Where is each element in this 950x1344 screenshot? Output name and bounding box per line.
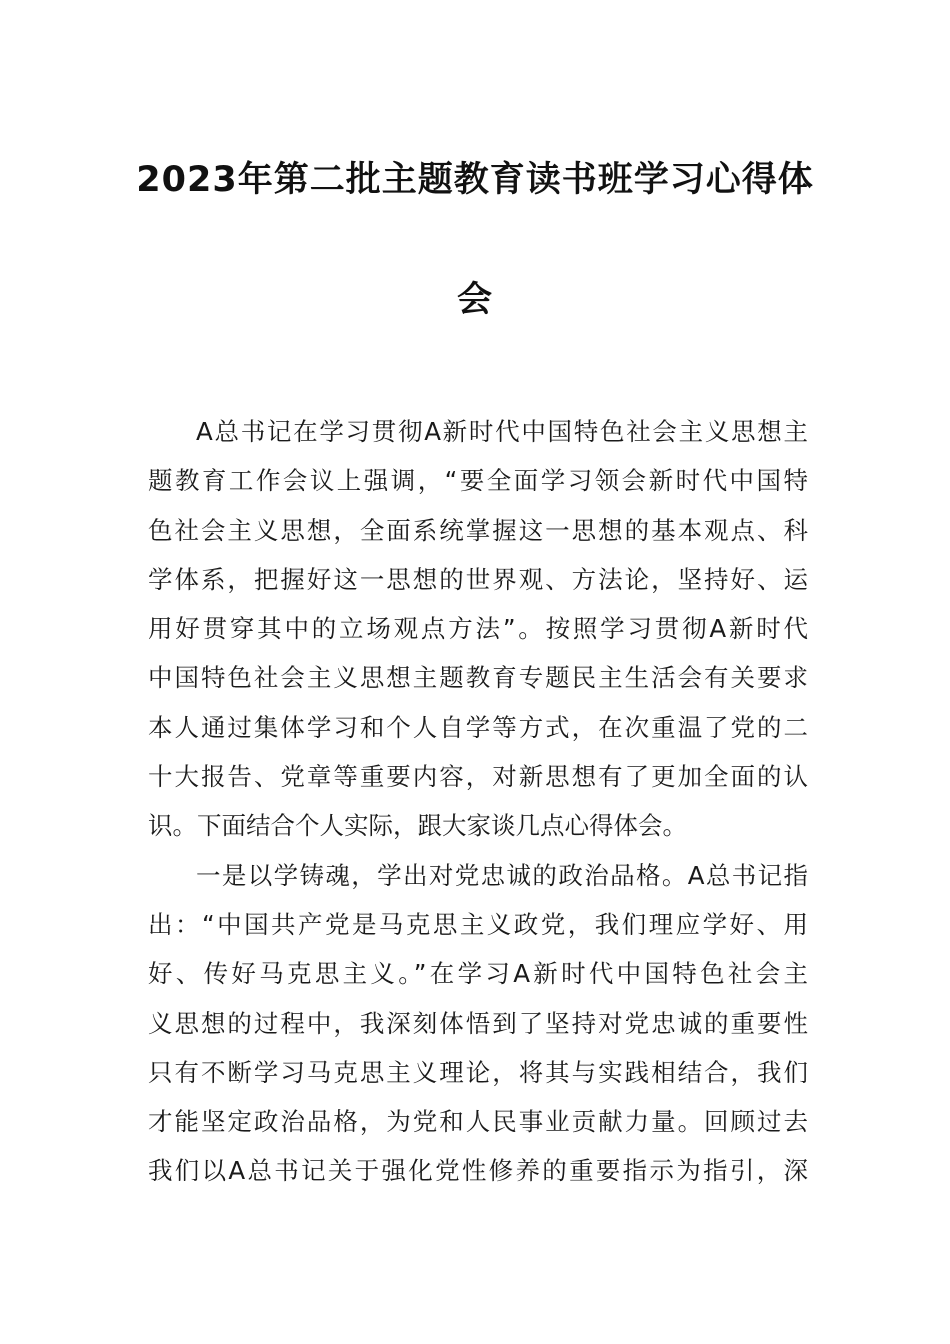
paragraph-line: 我们以A总书记关于强化党性修养的重要指示为指引，深 — [148, 1156, 808, 1186]
paragraph-line: 用好贯穿其中的立场观点方法”。按照学习贯彻A新时代 — [148, 614, 808, 644]
paragraph-line: 色社会主义思想，全面系统掌握这一思想的基本观点、科 — [148, 515, 808, 545]
paragraph-line: 十大报告、党章等重要内容，对新思想有了更加全面的认 — [148, 762, 808, 792]
document-body — [148, 407, 808, 1196]
paragraph-line: 识。下面结合个人实际，跟大家谈几点心得体会。 — [148, 811, 687, 841]
paragraph-line: 中国特色社会主义思想主题教育专题民主生活会有关要求 — [148, 663, 808, 693]
paragraph-2 — [148, 851, 808, 1196]
document-title-line-1: 2023年第二批主题教育读书班学习心得体 — [136, 160, 814, 200]
paragraph-line: 题教育工作会议上强调，“要全面学习领会新时代中国特 — [148, 466, 808, 496]
paragraph-line: 学体系，把握好这一思想的世界观、方法论，坚持好、运 — [148, 564, 808, 594]
paragraph-line: 本人通过集体学习和个人自学等方式，在次重温了党的二 — [148, 712, 808, 742]
paragraph-line: 一是以学铸魂，学出对党忠诚的政治品格。A总书记指 — [196, 860, 808, 890]
document-title-line-2: 会 — [456, 280, 493, 320]
paragraph-line: 才能坚定政治品格，为党和人民事业贡献力量。回顾过去 — [148, 1107, 808, 1137]
paragraph-line: 只有不断学习马克思主义理论，将其与实践相结合，我们 — [148, 1057, 808, 1087]
paragraph-1 — [148, 407, 808, 851]
paragraph-line: 义思想的过程中，我深刻体悟到了坚持对党忠诚的重要性 — [148, 1008, 808, 1038]
paragraph-line: 好、传好马克思主义。”在学习A新时代中国特色社会主 — [148, 959, 808, 989]
paragraph-line: 出：“中国共产党是马克思主义政党，我们理应学好、用 — [148, 909, 808, 939]
paragraph-line: A总书记在学习贯彻A新时代中国特色社会主义思想主 — [196, 417, 808, 446]
